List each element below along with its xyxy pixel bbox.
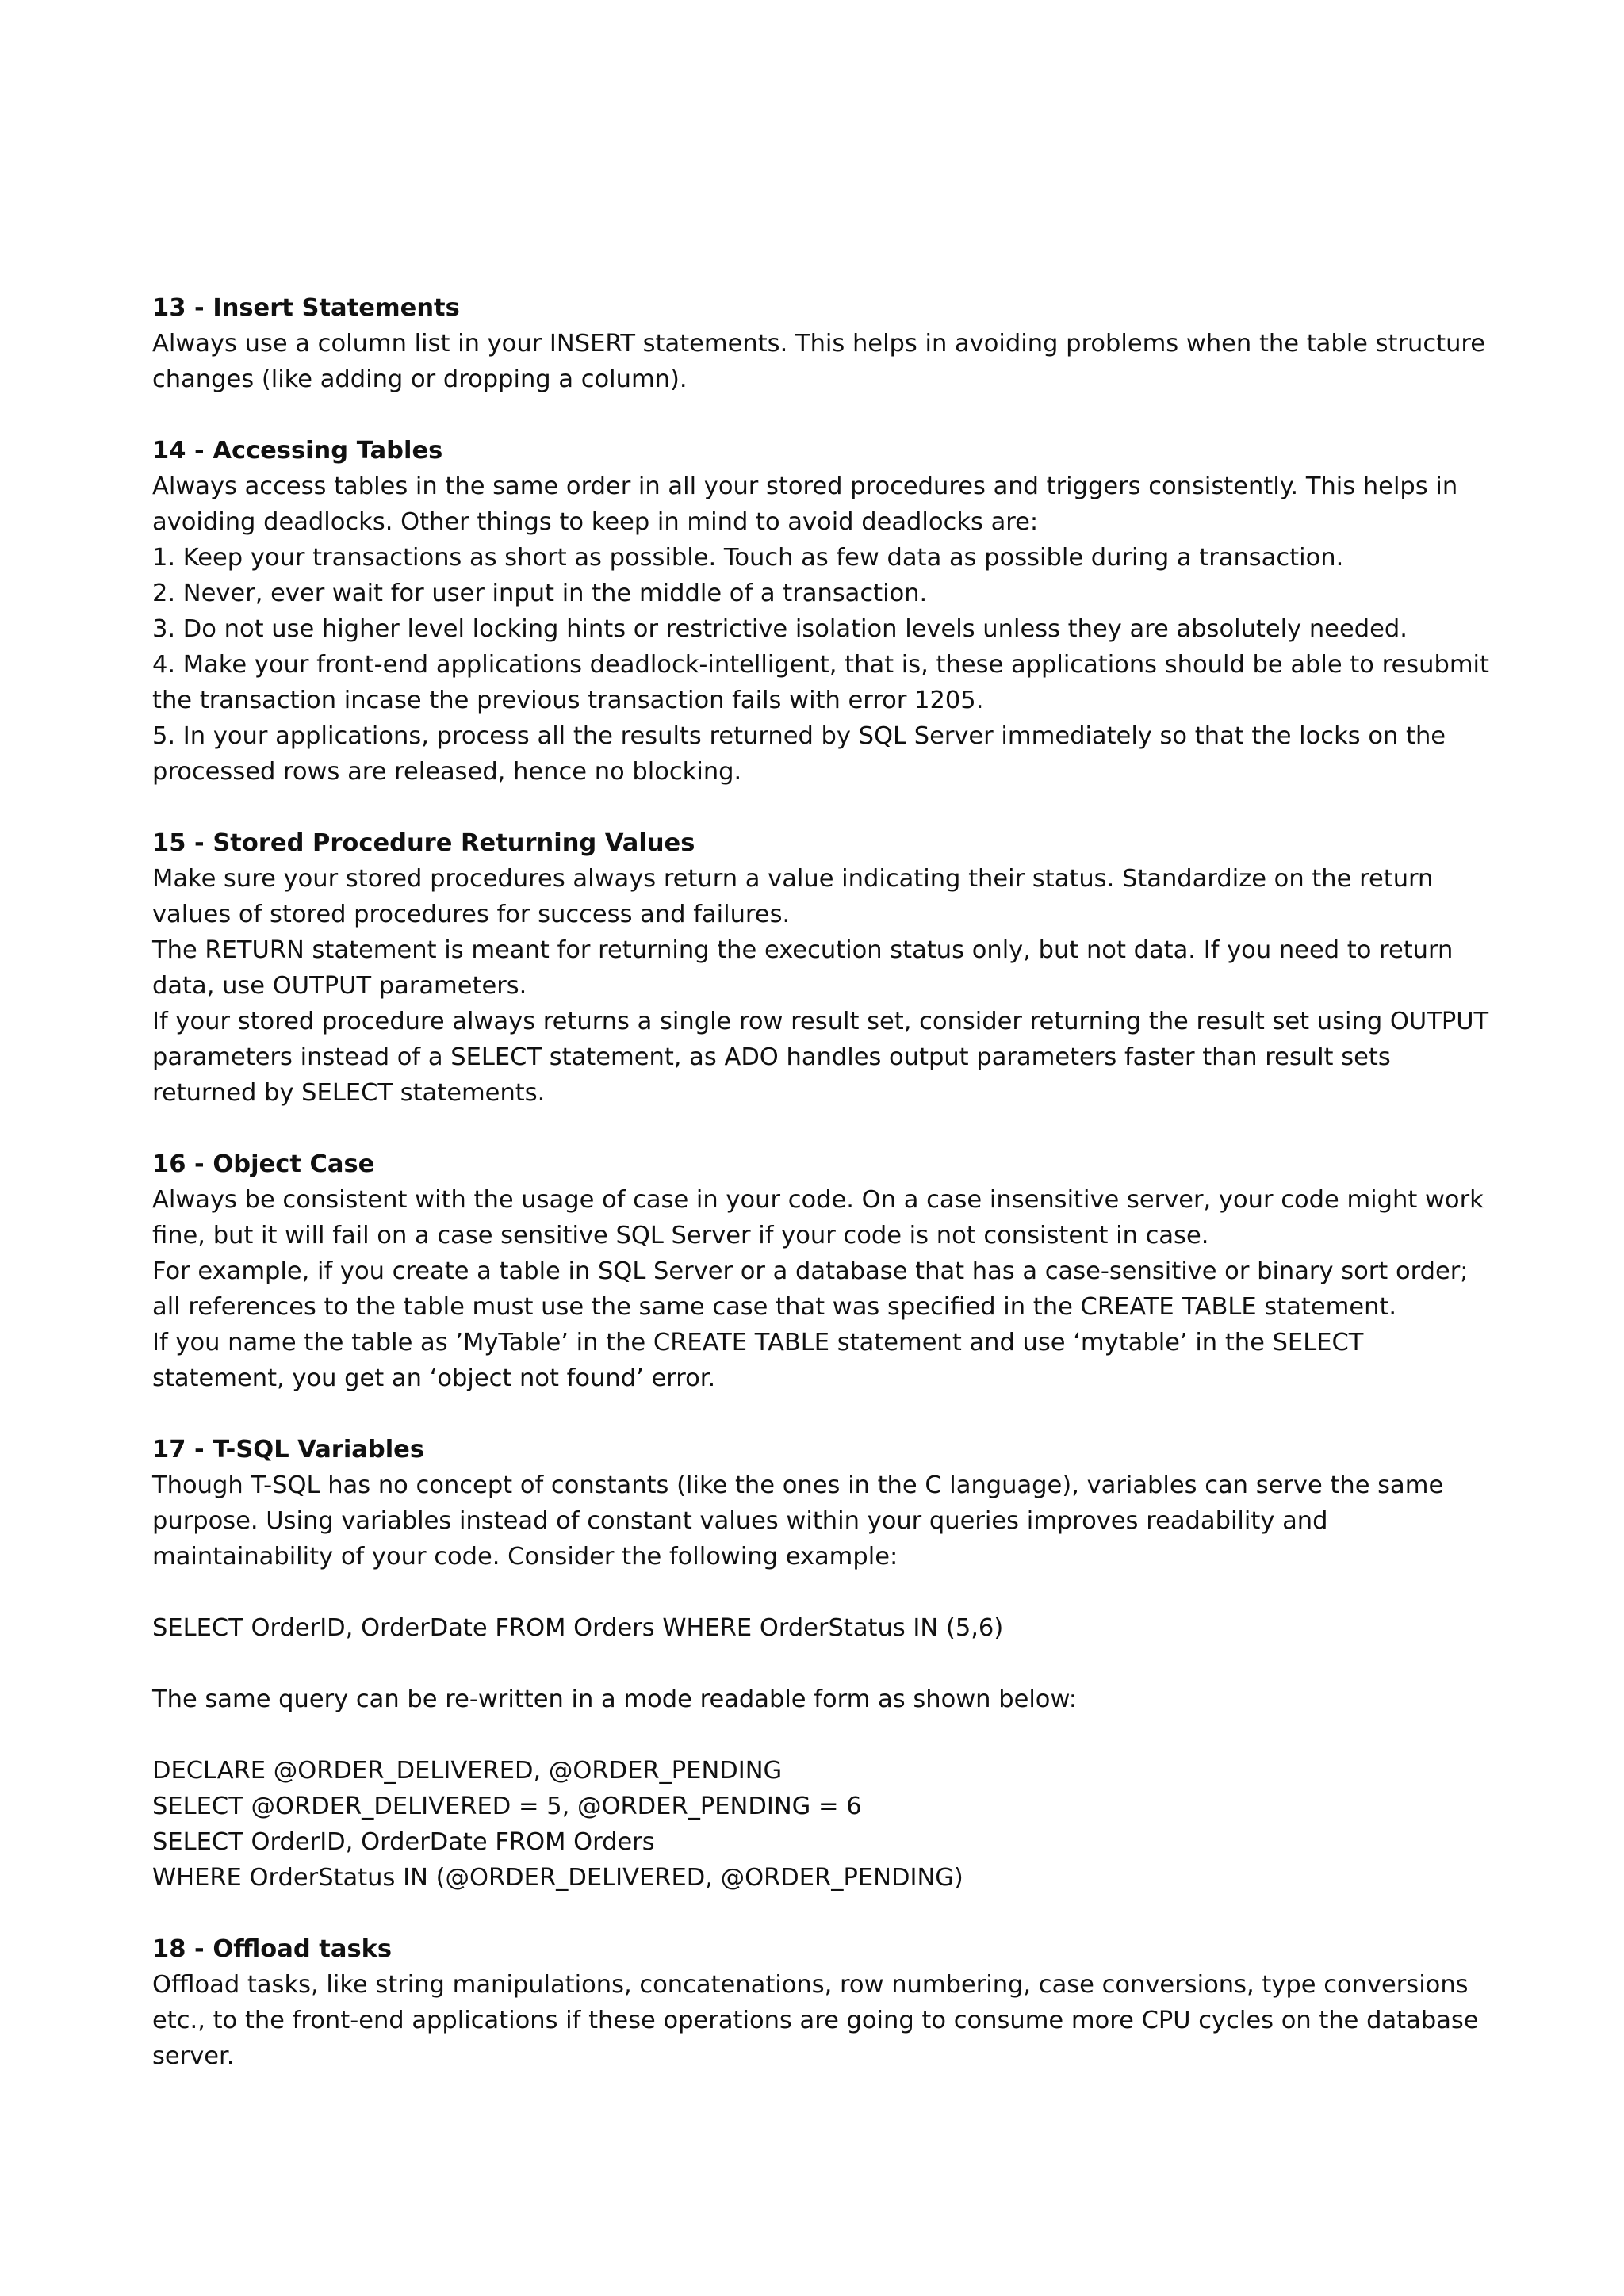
paragraph: The RETURN statement is meant for returning the execution status only, but not data. If you need to return data, use OUTPUT parameters. [152, 936, 1454, 1000]
section-object-case [152, 1146, 1500, 1396]
section-heading: 13 - Insert Statements [152, 294, 460, 322]
paragraph: If your stored procedure always returns a single row result set, consider returning the result set using OUTPUT parameters instead of a SELECT statement, as ADO handles output parameters faster than result sets returned by SELECT statements. [152, 1008, 1489, 1107]
blank-line [152, 1717, 1500, 1753]
list-item: 1. Keep your transactions as short as possible. Touch as few data as possible during a transaction. [152, 544, 1344, 572]
code-line: WHERE OrderStatus IN (@ORDER_DELIVERED, @ORDER_PENDING) [152, 1864, 963, 1892]
paragraph: For example, if you create a table in SQL Server or a database that has a case-sensitive or binary sort order; all references to the table must use the same case that was specified in the CREATE TABLE statement. [152, 1257, 1469, 1321]
list-item: 2. Never, ever wait for user input in the middle of a transaction. [152, 580, 928, 607]
paragraph: Always access tables in the same order in all your stored procedures and triggers consistently. This helps in avoiding deadlocks. Other things to keep in mind to avoid deadlocks are: [152, 473, 1458, 536]
code-line: SELECT OrderID, OrderDate FROM Orders WHERE OrderStatus IN (5,6) [152, 1614, 1004, 1642]
paragraph: The same query can be re-written in a mode readable form as shown below: [152, 1686, 1078, 1713]
paragraph: Always be consistent with the usage of case in your code. On a case insensitive server, your code might work fine, but it will fail on a case sensitive SQL Server if your code is not consistent in case. [152, 1186, 1484, 1249]
paragraph: Always use a column list in your INSERT statements. This helps in avoiding problems when the table structure changes (like adding or dropping a column). [152, 330, 1486, 393]
section-offload-tasks [152, 1931, 1500, 2074]
list-item: 4. Make your front-end applications deadlock-intelligent, that is, these applications should be able to resubmit the transaction incase the previous transaction fails with error 1205. [152, 651, 1489, 714]
section-heading: 15 - Stored Procedure Returning Values [152, 829, 695, 857]
blank-line [152, 1575, 1500, 1610]
section-tsql-variables [152, 1432, 1500, 1896]
section-insert-statements [152, 290, 1500, 397]
code-line: SELECT OrderID, OrderDate FROM Orders [152, 1828, 655, 1856]
section-heading: 17 - T-SQL Variables [152, 1436, 424, 1464]
section-heading: 18 - Offload tasks [152, 1935, 393, 1963]
code-line: DECLARE @ORDER_DELIVERED, @ORDER_PENDING [152, 1757, 783, 1785]
paragraph: Make sure your stored procedures always return a value indicating their status. Standardize on the return values of stored procedures for success and failures. [152, 865, 1434, 928]
paragraph: If you name the table as ’MyTable’ in the CREATE TABLE statement and use ‘mytable’ in the SELECT statement, you get an ‘object not found’ error. [152, 1329, 1364, 1392]
section-heading: 16 - Object Case [152, 1150, 375, 1178]
code-line: SELECT @ORDER_DELIVERED = 5, @ORDER_PENDING = 6 [152, 1793, 862, 1820]
document-page [152, 290, 1500, 2110]
section-heading: 14 - Accessing Tables [152, 437, 443, 465]
section-accessing-tables [152, 433, 1500, 790]
paragraph: Though T-SQL has no concept of constants (like the ones in the C language), variables can serve the same purpose. Using variables instead of constant values within your queries improves readability and maintainability of your code. Consider the following example: [152, 1471, 1444, 1571]
paragraph: Offload tasks, like string manipulations, concatenations, row numbering, case conversions, type conversions etc., to the front-end applications if these operations are going to consume more CPU cycles on the database server. [152, 1971, 1479, 2070]
blank-line [152, 1646, 1500, 1682]
list-item: 3. Do not use higher level locking hints or restrictive isolation levels unless they are absolutely needed. [152, 615, 1408, 643]
list-item: 5. In your applications, process all the results returned by SQL Server immediately so that the locks on the processed rows are released, hence no blocking. [152, 722, 1446, 786]
section-stored-procedure-returning-values [152, 825, 1500, 1111]
